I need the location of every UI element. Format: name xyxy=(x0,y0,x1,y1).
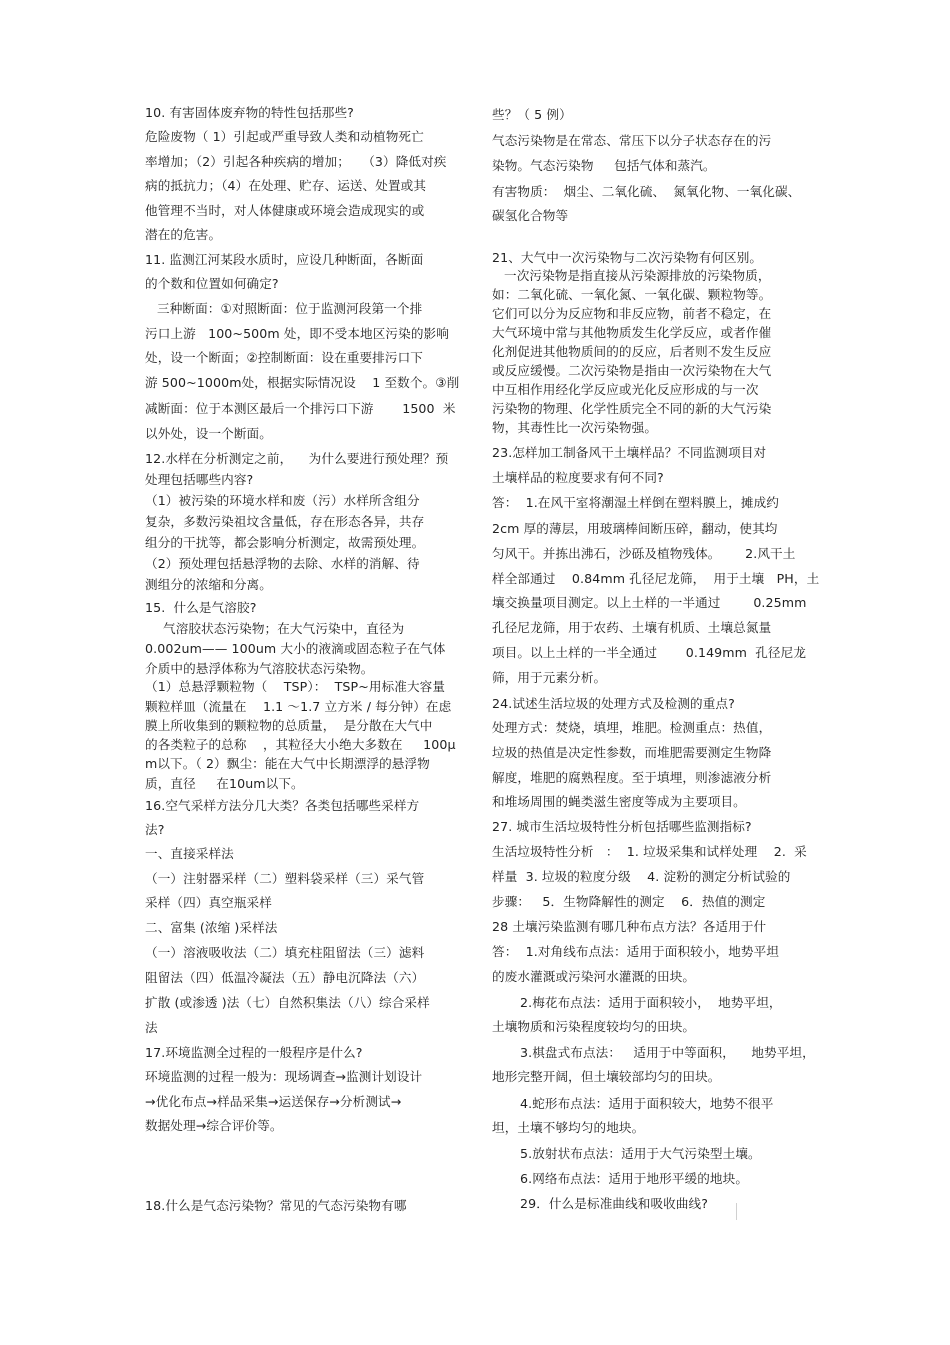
text-line: 2cm 厚的薄层，用玻璃棒间断压碎，翻动，使其均 xyxy=(492,521,778,536)
text-line: 测组分的浓缩和分离。 xyxy=(145,577,272,592)
text-line: 复杂，多数污染祖坟含量低，存在形态各异，共存 xyxy=(145,514,425,529)
text-line: 处理包括哪些内容? xyxy=(145,472,254,487)
text-line: （2）预处理包括悬浮物的去除、水样的消解、待 xyxy=(145,556,420,571)
text-line: 18.什么是气态污染物？常见的气态污染物有哪 xyxy=(145,1198,407,1213)
text-line: 处理方式：焚烧，填埋，堆肥。检测重点：热值， xyxy=(492,720,772,735)
text-line: 生活垃圾特性分析 ： 1. 垃圾采集和试样处理 2. 采 xyxy=(492,844,807,859)
text-line: 6.网络布点法：适用于地形平缓的地块。 xyxy=(520,1171,749,1186)
text-line: 项目。以上土样的一半全通过 0.149mm 孔径尼龙 xyxy=(492,645,807,660)
text-line: 答： 1.在风干室将潮湿土样倒在塑料膜上，摊成约 xyxy=(492,495,779,510)
text-line: （一）溶液吸收法（二）填充柱阻留法（三）滤料 xyxy=(145,945,425,960)
text-line: 有害物质： 烟尘、二氧化硫、 氮氧化物、一氧化碳、 xyxy=(492,184,801,199)
text-line: 土壤样品的粒度要求有何不同? xyxy=(492,470,664,485)
text-line: 些？（ 5 例） xyxy=(492,107,572,122)
text-line: （1）总悬浮颗粒物（ TSP）： TSP~用标准大容量 xyxy=(145,679,446,694)
text-line: 垃圾的热值是决定性参数，而堆肥需要测定生物降 xyxy=(492,745,772,760)
text-line: 污口上游 100~500m 处，即不受本地区污染的影响 xyxy=(145,326,449,341)
text-line: 潜在的危害。 xyxy=(145,227,222,242)
text-line: 11. 监测江河某段水质时，应设几种断面，各断面 xyxy=(145,252,424,267)
text-line: 一、直接采样法 xyxy=(145,846,234,861)
text-line: 的各类粒子的总称 ，其粒径大小绝大多数在 100μ xyxy=(145,737,456,752)
text-line: 物，其毒性比一次污染物强。 xyxy=(492,420,658,435)
text-line: 膜上所收集到的颗粒物的总质量， 是分散在大气中 xyxy=(145,718,433,733)
text-line: 4.蛇形布点法：适用于面积较大，地势不很平 xyxy=(520,1096,774,1111)
text-line: 步骤： 5．生物降解性的测定 6．热值的测定 xyxy=(492,894,766,909)
text-line: 28 土壤污染监测有哪几种布点方法？各适用于什 xyxy=(492,919,767,934)
text-line: 壤交换量项目测定。以上土样的一半通过 0.25mm xyxy=(492,595,807,610)
text-line: 孔径尼龙筛，用于农药、土壤有机质、土壤总氮量 xyxy=(492,620,772,635)
text-line: 解度，堆肥的腐熟程度。至于填埋，则渗滤液分析 xyxy=(492,770,772,785)
text-line: 和堆场周围的蝇类滋生密度等成为主要项目。 xyxy=(492,794,746,809)
text-line: 率增加；（2）引起各种疾病的增加； （3）降低对疾 xyxy=(145,154,447,169)
text-line: 12.水样在分析测定之前， 为什么要进行预处理？预 xyxy=(145,451,449,466)
text-line: 污染物的物理、化学性质完全不同的新的大气污染 xyxy=(492,401,772,416)
text-line: 病的抵抗力；（4）在处理、贮存、运送、处置或其 xyxy=(145,178,427,193)
text-line: →优化布点→样品采集→运送保存→分析测试→ xyxy=(145,1094,402,1109)
text-line: 土壤物质和污染程度较均匀的田块。 xyxy=(492,1019,696,1034)
text-line: 16.空气采样方法分几大类？各类包括哪些采样方 xyxy=(145,798,420,813)
text-line: 样量 3. 垃圾的粒度分级 4. 淀粉的测定分析试验的 xyxy=(492,869,791,884)
text-line: （一）注射器采样（二）塑料袋采样（三）采气管 xyxy=(145,871,425,886)
text-line: 环境监测的过程一般为：现场调查→监测计划设计 xyxy=(145,1069,423,1084)
text-line: 17.环境监测全过程的一般程序是什么? xyxy=(145,1045,363,1060)
text-line: （1）被污染的环境水样和废（污）水样所含组分 xyxy=(145,493,420,508)
text-line: 阻留法（四）低温冷凝法（五）静电沉降法（六） xyxy=(145,970,425,985)
text-line: 中互相作用经化学反应或光化反应形成的与一次 xyxy=(492,382,759,397)
text-line: 3.棋盘式布点法： 适用于中等面积， 地势平坦， xyxy=(520,1045,815,1060)
text-line: 0.002um—— 100um 大小的液滴或固态粒子在气体 xyxy=(145,641,446,656)
text-line: 15. 什么是气溶胶? xyxy=(145,600,257,615)
text-line: 二、富集 (浓缩 )采样法 xyxy=(145,920,278,935)
text-line: 化剂促进其他物质间的的反应，后者则不发生反应 xyxy=(492,344,772,359)
text-line: 2.梅花布点法：适用于面积较小， 地势平坦， xyxy=(520,995,782,1010)
text-line: 质，直径 在10um以下。 xyxy=(145,776,304,791)
text-line: 的废水灌溉或污染河水灌溉的田块。 xyxy=(492,969,696,984)
text-line: 或反应缓慢。二次污染物是指由一次污染物在大气 xyxy=(492,363,772,378)
text-line: 一次污染物是指直接从污染源排放的污染物质， xyxy=(504,268,771,283)
text-line: 他管理不当时，对人体健康或环境会造成现实的或 xyxy=(145,203,425,218)
text-line: 坦，土壤不够均匀的地块。 xyxy=(492,1120,645,1135)
text-line: 三种断面：①对照断面：位于监测河段第一个排 xyxy=(157,301,423,316)
text-line: 危险废物（ 1）引起或严重导致人类和动植物死亡 xyxy=(145,129,424,144)
column-edge-mark xyxy=(736,1203,737,1220)
text-line: 碳氢化合物等 xyxy=(492,208,569,223)
text-line: 以外处，设一个断面。 xyxy=(145,426,272,441)
text-line: 染物。气态污染物 包括气体和蒸汽。 xyxy=(492,158,716,173)
text-line: 筛，用于元素分析。 xyxy=(492,670,607,685)
text-line: 24.试述生活垃圾的处理方式及检测的重点? xyxy=(492,696,735,711)
text-line: 的个数和位置如何确定? xyxy=(145,276,279,291)
text-line: 21、大气中一次污染物与二次污染物有何区别。 xyxy=(492,250,763,265)
text-line: 它们可以分为反应物和非反应物，前者不稳定，在 xyxy=(492,306,772,321)
text-line: 5.放射状布点法：适用于大气污染型土壤。 xyxy=(520,1146,761,1161)
text-line: 大气环境中常与其他物质发生化学反应，或者作催 xyxy=(492,325,772,340)
text-line: 气态污染物是在常态、常压下以分子状态存在的污 xyxy=(492,133,772,148)
text-line: 27. 城市生活垃圾特性分析包括哪些监测指标? xyxy=(492,819,752,834)
text-line: 法? xyxy=(145,822,165,837)
text-line: 法 xyxy=(145,1020,158,1035)
text-line: 答： 1.对角线布点法：适用于面积较小，地势平坦 xyxy=(492,944,779,959)
text-line: 气溶胶状态污染物；在大气污染中，直径为 xyxy=(163,621,405,636)
text-line: 如：二氧化硫、一氧化氮、一氧化碳、颗粒物等。 xyxy=(492,287,772,302)
text-line: m以下。（ 2）飘尘：能在大气中长期漂浮的悬浮物 xyxy=(145,756,430,771)
text-line: 组分的干扰等，都会影响分析测定，故需预处理。 xyxy=(145,535,425,550)
text-line: 10. 有害固体废弃物的特性包括那些? xyxy=(145,105,354,120)
text-line: 颗粒样皿（流量在 1.1 ～1.7 立方米 / 每分钟）在虑 xyxy=(145,699,452,714)
text-line: 介质中的悬浮体称为气溶胶状态污染物。 xyxy=(145,661,374,676)
text-line: 匀风干。并拣出沸石，沙砾及植物残体。 2.风干土 xyxy=(492,546,796,561)
text-line: 采样（四）真空瓶采样 xyxy=(145,895,272,910)
text-line: 游 500~1000m处，根据实际情况设 1 至数个。③削 xyxy=(145,375,460,390)
text-line: 地形完整开阔，但土壤较部均匀的田块。 xyxy=(492,1069,721,1084)
text-line: 样全部通过 0.84mm 孔径尼龙筛， 用于土壤 PH，土 xyxy=(492,571,820,586)
text-line: 29．什么是标准曲线和吸收曲线? xyxy=(520,1196,709,1211)
text-line: 处，设一个断面；②控制断面：设在重要排污口下 xyxy=(145,350,423,365)
text-line: 数据处理→综合评价等。 xyxy=(145,1118,283,1133)
text-line: 扩散 (或渗透 )法（七）自然积集法（八）综合采样 xyxy=(145,995,430,1010)
text-line: 减断面：位于本测区最后一个排污口下游 1500 米 xyxy=(145,401,456,416)
text-line: 23.怎样加工制备风干土壤样品？不同监测项目对 xyxy=(492,445,767,460)
